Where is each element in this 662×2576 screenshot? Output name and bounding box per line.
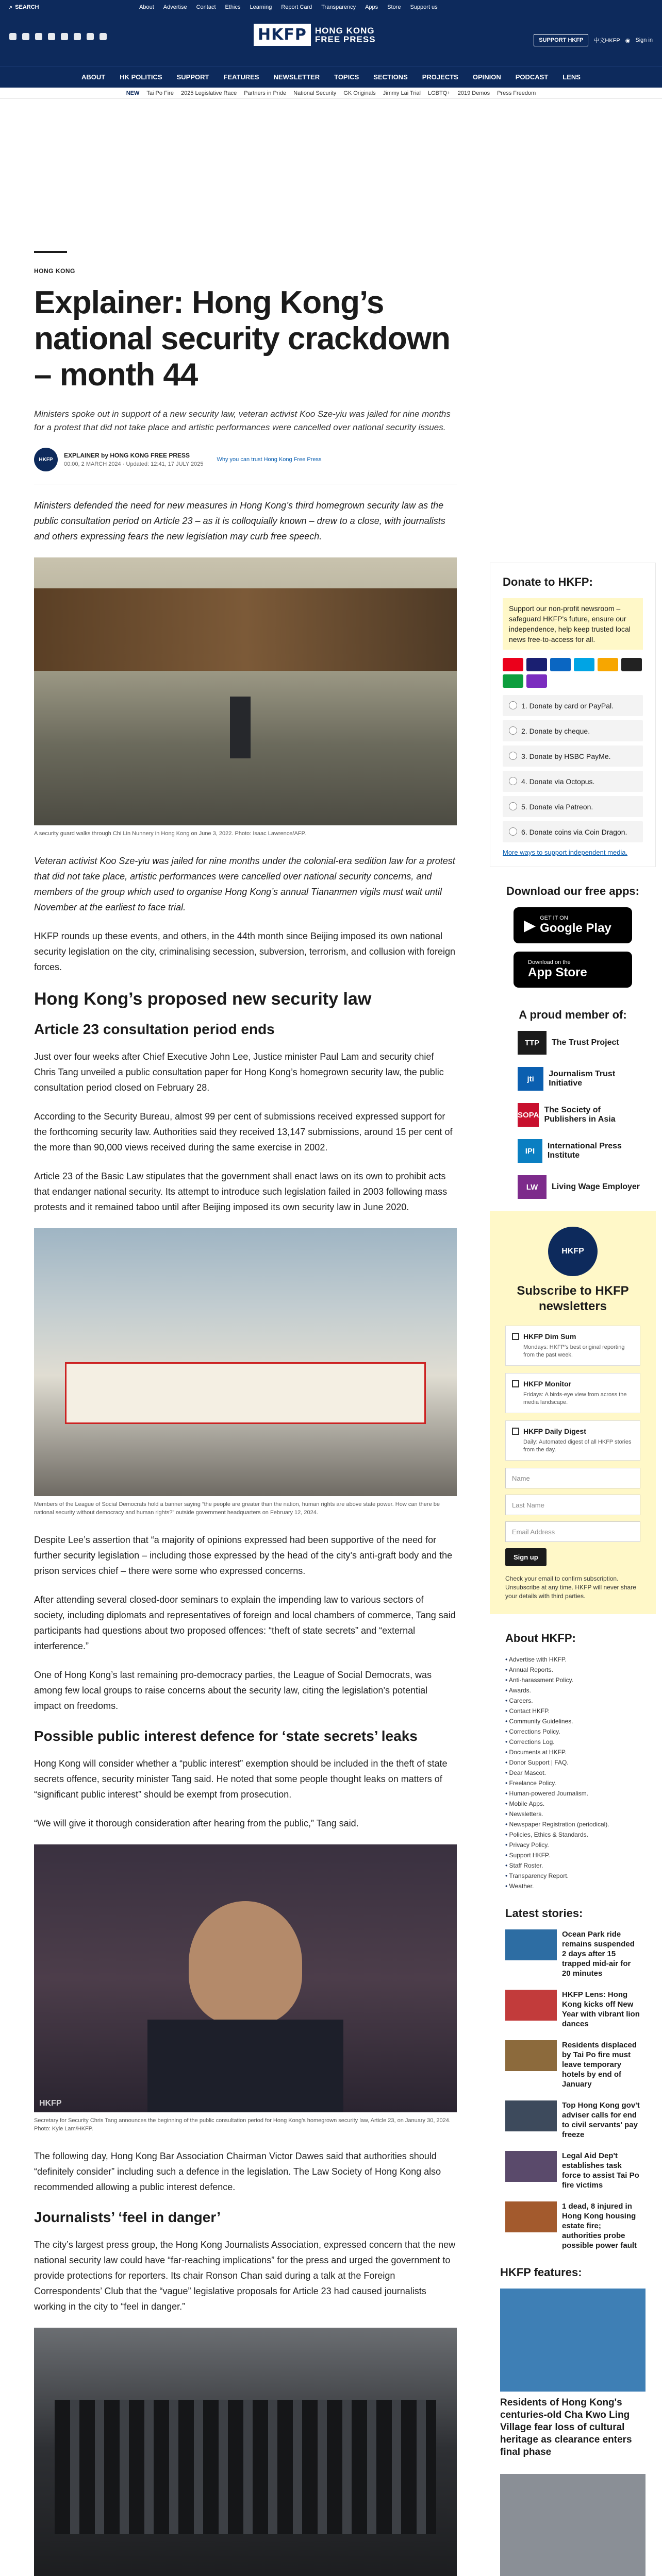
nav-item[interactable]: TOPICS	[334, 73, 359, 81]
intro-paragraph: Ministers defended the need for new measures in Hong Kong’s third homegrown security law as the public consultation period on Article 23 – as it is colloquially known – drew to a close, with journalists and others expressing fears the new legislation may curb free speech.	[34, 500, 445, 541]
ticker-item[interactable]: National Security	[293, 90, 337, 96]
article	[34, 251, 457, 2576]
utility-link[interactable]: Support us	[410, 4, 438, 10]
utility-link[interactable]: Learning	[250, 4, 272, 10]
member-logo[interactable]	[518, 1139, 640, 1163]
member-box	[490, 1008, 656, 1199]
latest-thumb	[505, 2100, 557, 2131]
email-input[interactable]: Email Address	[505, 1521, 640, 1542]
latest-thumb	[505, 1990, 557, 2021]
ticker-item[interactable]: Press Freedom	[497, 90, 536, 96]
latest-thumb	[505, 2201, 557, 2232]
donate-intro: Support our non-profit newsroom – safeguard HKFP's future, ensure our independence, help keep trusted local news free-to-access for all.	[503, 598, 643, 650]
about-link[interactable]: • Contact HKFP.	[505, 1706, 640, 1716]
photo-protest	[34, 1228, 457, 1496]
newsletter-name: HKFP Daily Digest	[523, 1427, 586, 1435]
nav-item[interactable]: PROJECTS	[422, 73, 458, 81]
utility-link[interactable]: Apps	[365, 4, 378, 10]
ticker-item[interactable]: Partners in Pride	[244, 90, 287, 96]
member-name: Journalism Trust Initiative	[549, 1070, 616, 1088]
newsletter-options	[505, 1326, 640, 1461]
paragraph: Hong Kong will consider whether a “public interest” exemption should be included in the theft of state secrets offence, security minister Tang said. He noted that some people thought leaks on matters of “significant public interest” should be exempt from prosecution.	[34, 1758, 448, 1800]
donate-title: Donate to HKFP:	[503, 575, 593, 588]
latest-thumb	[505, 2040, 557, 2071]
donate-option[interactable]: 3. Donate by HSBC PayMe.	[503, 745, 643, 767]
checkbox-icon[interactable]	[512, 1428, 519, 1435]
newsletter-name: HKFP Monitor	[523, 1380, 572, 1388]
support-button[interactable]: SUPPORT HKFP	[534, 34, 588, 46]
topic-ticker	[0, 88, 662, 99]
about-link[interactable]: • Mobile Apps.	[505, 1799, 640, 1809]
member-mark: jti	[518, 1067, 543, 1091]
utility-links	[139, 4, 438, 10]
article-title: Explainer: Hong Kong’s national security crackdown – month 44	[34, 285, 450, 393]
features-box	[490, 2266, 656, 2576]
about-link[interactable]: • Human-powered Journalism.	[505, 1788, 640, 1799]
protest-banner	[65, 1362, 426, 1424]
member-mark: SOPA	[518, 1103, 539, 1127]
signup-button[interactable]: Sign up	[505, 1548, 547, 1566]
feature-image	[500, 2289, 646, 2392]
member-name: International Press Institute	[547, 1142, 622, 1160]
social-icons	[9, 33, 107, 40]
donate-options	[503, 695, 643, 842]
member-name: The Society of Publishers in Asia	[544, 1106, 616, 1124]
utility-link[interactable]: Report Card	[281, 4, 312, 10]
subheading: Possible public interest defence for ‘state secrets’ leaks	[34, 1728, 418, 1744]
payment-card-icon	[550, 658, 571, 671]
photo-caption: Secretary for Security Chris Tang announces the beginning of the public consultation period for Hong Kong’s homegrown security law, Article 23, on January 30, 2024. Photo: Kyle Lam/HKFP.	[34, 2117, 451, 2132]
subheading: Article 23 consultation period ends	[34, 1021, 275, 1037]
newsletter-option[interactable]	[505, 1326, 640, 1366]
member-logo[interactable]	[518, 1175, 640, 1199]
ticker-item[interactable]: Tai Po Fire	[146, 90, 174, 96]
section-heading: Hong Kong’s proposed new security law	[34, 989, 372, 1009]
latest-thumb	[505, 2151, 557, 2182]
latest-title-text: Legal Aid Dep't establishes task force to assist Tai Po fire victims	[562, 2151, 639, 2190]
features-list	[500, 2289, 646, 2576]
about-link[interactable]: • Corrections Log.	[505, 1737, 640, 1747]
apps-title: Download our free apps:	[506, 885, 639, 897]
latest-item[interactable]	[505, 1990, 640, 2029]
donate-box	[490, 563, 656, 867]
paragraph: The following day, Hong Kong Bar Association Chairman Victor Dawes said that authorities should “definitely consider” including such a defence in the legislation. The Law Society of Hong Kong also recommended allowing a public interest defence.	[34, 2151, 441, 2192]
payment-card-icon	[574, 658, 594, 671]
latest-title-text: Top Hong Kong gov't adviser calls for end to civil servants' pay freeze	[562, 2101, 640, 2139]
member-title: A proud member of:	[519, 1008, 627, 1021]
author-avatar: HKFP	[34, 448, 58, 471]
member-name: The Trust Project	[552, 1038, 619, 1047]
about-link[interactable]: • Community Guidelines.	[505, 1716, 640, 1726]
utility-link[interactable]: Contact	[196, 4, 216, 10]
about-link[interactable]: • Policies, Ethics & Standards.	[505, 1829, 640, 1840]
about-link[interactable]: • Donor Support | FAQ.	[505, 1757, 640, 1768]
site-header	[0, 14, 662, 66]
about-link[interactable]: • Support HKFP.	[505, 1850, 640, 1860]
newsletter-desc: Mondays: HKFP's best original reporting from the past week.	[523, 1344, 625, 1358]
about-link[interactable]: • Newsletters.	[505, 1809, 640, 1819]
nav-item[interactable]: OPINION	[472, 73, 501, 81]
newsletter-desc: Daily: Automated digest of all HKFP stories from the day.	[523, 1439, 632, 1453]
about-box	[490, 1632, 656, 1891]
paragraph: The city’s largest press group, the Hong Kong Journalists Association, expressed concern that the new national security law could have “far-reaching implications” for the press and urged the government to provide protections for reporters. Its chair Ronson Chan said during a talk at the Foreign Correspondents’ Club that the “vague” legislative proposals for Article 23 had caused journalists working in the city to “feel in danger.”	[34, 2240, 456, 2312]
photo-nunnery	[34, 557, 457, 825]
member-logo[interactable]	[518, 1103, 640, 1127]
member-logos	[505, 1031, 640, 1199]
byline	[34, 448, 457, 484]
youtube-icon[interactable]	[61, 33, 68, 40]
paragraph: Despite Lee’s assertion that “a majority of opinions expressed had been supportive of the need for further security legislation – including those expressed by the head of the city’s anti-graft body and the prison services chief – there were some who expressed concerns.	[34, 1535, 453, 1576]
sidebar	[490, 563, 656, 2576]
nav-item[interactable]: FEATURES	[223, 73, 259, 81]
paragraph: After attending several closed-door seminars to explain the impending law to various sectors of society, including diplomats and representatives of foreign and local chambers of commerce, Tang said participants had questions about two proposed offences: “theft of state secrets” and “external interference.”	[34, 1595, 456, 1651]
article-category[interactable]: HONG KONG	[34, 267, 75, 275]
x-icon[interactable]	[22, 33, 29, 40]
linkedin-icon[interactable]	[87, 33, 94, 40]
paragraph: Article 23 of the Basic Law stipulates that the government shall enact laws on its own to prohibit acts that endanger national security. Its attempt to introduce such legislation failed in 2003 following mass protests and it remained taboo until after Beijing imposed its own security law in June 2020.	[34, 1171, 448, 1212]
about-link[interactable]: • Anti-harassment Policy.	[505, 1675, 640, 1685]
latest-thumb	[505, 1929, 557, 1960]
about-list	[505, 1654, 640, 1891]
newsletter-note: Check your email to confirm subscription. Unsubscribe at any time. HKFP will never share your details with third parties.	[505, 1575, 636, 1600]
photo-press	[34, 2328, 457, 2576]
facebook-icon[interactable]	[9, 33, 16, 40]
latest-title-text: 1 dead, 8 injured in Hong Kong housing estate fire; authorities probe possible power fault	[562, 2202, 637, 2250]
about-link[interactable]: • Advertise with HKFP.	[505, 1654, 640, 1665]
about-link[interactable]: • Staff Roster.	[505, 1860, 640, 1871]
top-utility-bar	[0, 0, 662, 14]
trust-link[interactable]: Why you can trust Hong Kong Free Press	[217, 456, 322, 463]
feature-image	[500, 2474, 646, 2576]
payment-card-icon	[526, 658, 547, 671]
latest-list	[505, 1929, 640, 2250]
newsletter-option-head	[512, 1380, 634, 1388]
newsletter-option[interactable]	[505, 1420, 640, 1461]
nav-item[interactable]: PODCAST	[515, 73, 549, 81]
payment-card-icon	[503, 674, 523, 688]
newsletter-option-head	[512, 1332, 634, 1341]
latest-box	[490, 1907, 656, 2250]
nav-item[interactable]: ABOUT	[81, 73, 106, 81]
speaker-suit	[147, 2020, 343, 2112]
play-icon: ▶	[524, 917, 536, 934]
last-name-input[interactable]: Last Name	[505, 1495, 640, 1515]
donate-option[interactable]: 6. Donate coins via Coin Dragon.	[503, 821, 643, 842]
about-link[interactable]: • Freelance Policy.	[505, 1778, 640, 1788]
paragraph: HKFP rounds up these events, and others, in the 44th month since Beijing imposed its own national security legislation on the city, criminalising secession, subversion, terrorism, and collusion with foreign forces.	[34, 931, 456, 972]
app-store-button[interactable]: Download on the App Store	[514, 952, 632, 988]
member-mark: IPI	[518, 1139, 542, 1163]
apps-box	[490, 885, 656, 988]
about-link[interactable]: • Corrections Policy.	[505, 1726, 640, 1737]
member-logo[interactable]	[518, 1067, 640, 1091]
newsletter-box	[490, 1211, 656, 1614]
latest-title-text: Ocean Park ride remains suspended 2 days after 15 trapped mid-air for 20 minutes	[562, 1930, 635, 1978]
nav-item[interactable]: HK POLITICS	[120, 73, 162, 81]
about-link[interactable]: • Transparency Report.	[505, 1871, 640, 1881]
ticker-item[interactable]: 2025 Legislative Race	[180, 90, 237, 96]
utility-link[interactable]: Transparency	[321, 4, 356, 10]
ticker-label: NEW	[126, 90, 140, 96]
latest-item[interactable]	[505, 2040, 640, 2089]
ticker-item[interactable]: LGBTQ+	[428, 90, 451, 96]
payment-card-icon	[598, 658, 618, 671]
newsletter-name: HKFP Dim Sum	[523, 1332, 576, 1341]
about-link[interactable]: • Dear Mascot.	[505, 1768, 640, 1778]
signin-link[interactable]: Sign in	[635, 37, 653, 43]
utility-link[interactable]: Advertise	[163, 4, 187, 10]
paragraph: Just over four weeks after Chief Executive John Lee, Justice minister Paul Lam and security chief Chris Tang unveiled a public consultation paper for Hong Kong’s homegrown security law, the public consultation period closed on February 28.	[34, 1052, 444, 1093]
site-logo[interactable]	[254, 24, 376, 46]
donate-option[interactable]: 5. Donate via Patreon.	[503, 796, 643, 817]
about-link[interactable]: • Privacy Policy.	[505, 1840, 640, 1850]
instagram-icon[interactable]	[35, 33, 42, 40]
email-icon[interactable]	[100, 33, 107, 40]
article-lede: Ministers spoke out in support of a new security law, veteran activist Koo Sze-yiu was jailed for nine months for a protest that did not take place and artistic performances were cancelled over national security issues.	[34, 409, 451, 432]
newsletter-option[interactable]	[505, 1373, 640, 1413]
latest-title-text: Residents displaced by Tai Po fire must leave temporary hotels by end of January	[562, 2041, 637, 2089]
support-more-link[interactable]: More ways to support independent media.	[503, 849, 628, 856]
feature-item[interactable]	[500, 2289, 646, 2459]
payment-card-icon	[503, 658, 523, 671]
paragraph: Veteran activist Koo Sze-yiu was jailed for nine months under the colonial-era sedition law for a protest that did not take place, artistic performances were cancelled over national security concerns, and members of the group which used to organise Hong Kong’s annual Tiananmen vigils must wait until November at the earliest to face trial.	[34, 856, 455, 912]
about-link[interactable]: • Annual Reports.	[505, 1665, 640, 1675]
about-link[interactable]: • Newspaper Registration (periodical).	[505, 1819, 640, 1829]
nav-item[interactable]: NEWSLETTER	[273, 73, 320, 81]
latest-item[interactable]	[505, 2151, 640, 2190]
feature-item[interactable]	[500, 2474, 646, 2576]
utility-link[interactable]: Ethics	[225, 4, 241, 10]
logo-text: HONG KONG FREE PRESS	[315, 25, 376, 44]
latest-item[interactable]	[505, 2201, 640, 2250]
search-icon: ⌕	[9, 4, 13, 10]
chinese-site-link[interactable]: 中文HKFP	[593, 38, 620, 44]
threads-icon[interactable]	[48, 33, 55, 40]
telegram-icon[interactable]	[74, 33, 81, 40]
nav-item[interactable]: LENS	[562, 73, 581, 81]
cameras	[55, 2400, 436, 2534]
article-date: 00:00, 2 MARCH 2024 · Updated: 12:41, 17 JULY 2025	[64, 461, 204, 467]
utility-link[interactable]: Store	[387, 4, 401, 10]
payment-card-icon	[526, 674, 547, 688]
about-link[interactable]: • Weather.	[505, 1881, 640, 1891]
utility-link[interactable]: About	[139, 4, 154, 10]
paragraph: “We will give it thorough consideration after hearing from the public,” Tang said.	[34, 1818, 359, 1828]
about-link[interactable]: • Documents at HKFP.	[505, 1747, 640, 1757]
photo-caption: A security guard walks through Chi Lin Nunnery in Hong Kong on June 3, 2022. Photo: Isaac Lawrence/AFP.	[34, 831, 306, 837]
donate-option[interactable]: 4. Donate via Octopus.	[503, 771, 643, 792]
title-rule	[34, 251, 67, 253]
user-icon[interactable]: ◉	[625, 37, 631, 44]
about-title: About HKFP:	[505, 1632, 576, 1645]
donate-option[interactable]: 2. Donate by cheque.	[503, 720, 643, 741]
member-mark: TTP	[518, 1031, 547, 1055]
checkbox-icon[interactable]	[512, 1333, 519, 1340]
main-nav	[0, 66, 662, 88]
payment-card-icon	[621, 658, 642, 671]
nav-item[interactable]: SUPPORT	[176, 73, 209, 81]
latest-title-text: HKFP Lens: Hong Kong kicks off New Year with vibrant lion dances	[562, 1990, 640, 2028]
hkfp-watermark: HKFP	[39, 2099, 62, 2108]
latest-item[interactable]	[505, 1929, 640, 1978]
guard-figure	[230, 697, 251, 758]
newsletter-badge: HKFP	[548, 1227, 598, 1276]
payment-cards	[503, 658, 643, 688]
donate-option[interactable]: 1. Donate by card or PayPal.	[503, 695, 643, 716]
speaker-face	[189, 1901, 302, 2025]
newsletter-desc: Fridays: A birds-eye view from across the media landscape.	[523, 1392, 627, 1405]
google-play-button[interactable]: ▶ GET IT ON Google Play	[514, 907, 632, 943]
member-name: Living Wage Employer	[552, 1182, 640, 1191]
subheading: Journalists’ ‘feel in danger’	[34, 2209, 221, 2225]
name-input[interactable]: Name	[505, 1468, 640, 1488]
ticker-item[interactable]: GK Originals	[343, 90, 376, 96]
search-button[interactable]: ⌕ SEARCH	[9, 4, 39, 10]
feature-title: Residents of Hong Kong's centuries-old Cha Kwo Ling Village fear loss of cultural heritage as clearance enters final phase	[500, 2397, 632, 2458]
checkbox-icon[interactable]	[512, 1380, 519, 1387]
paragraph: One of Hong Kong’s last remaining pro-democracy parties, the League of Social Democrats, was among few local groups to raise concerns about the security law, citing the legislation’s potential impact on freedoms.	[34, 1670, 432, 1711]
about-link[interactable]: • Careers.	[505, 1696, 640, 1706]
latest-title: Latest stories:	[505, 1907, 583, 1920]
newsletter-title: Subscribe to HKFP newsletters	[517, 1284, 629, 1313]
nav-item[interactable]: SECTIONS	[373, 73, 408, 81]
member-logo[interactable]	[518, 1031, 640, 1055]
author-name[interactable]: EXPLAINER by HONG KONG FREE PRESS	[64, 452, 190, 459]
photo-caption: Members of the League of Social Democrats hold a banner saying “the people are greater than the nation, human rights are above state power. How can there be national security without democracy and human rights?” outside government headquarters on February 12, 2024.	[34, 1501, 440, 1516]
photo-chris-tang	[34, 1844, 457, 2112]
paragraph: According to the Security Bureau, almost 99 per cent of submissions received expressed support for the forthcoming security law. Authorities said they received 13,147 submissions, around 15 per cent of the more than 90,000 views received during the same exercise in 2002.	[34, 1111, 453, 1153]
ticker-item[interactable]: 2019 Demos	[457, 90, 490, 96]
about-link[interactable]: • Awards.	[505, 1685, 640, 1696]
logo-box: HKFP	[254, 24, 311, 46]
ticker-item[interactable]: Jimmy Lai Trial	[383, 90, 421, 96]
temple-roof	[34, 588, 457, 671]
newsletter-option-head	[512, 1427, 634, 1435]
features-title: HKFP features:	[500, 2266, 582, 2279]
latest-item[interactable]	[505, 2100, 640, 2140]
member-mark: LW	[518, 1175, 547, 1199]
